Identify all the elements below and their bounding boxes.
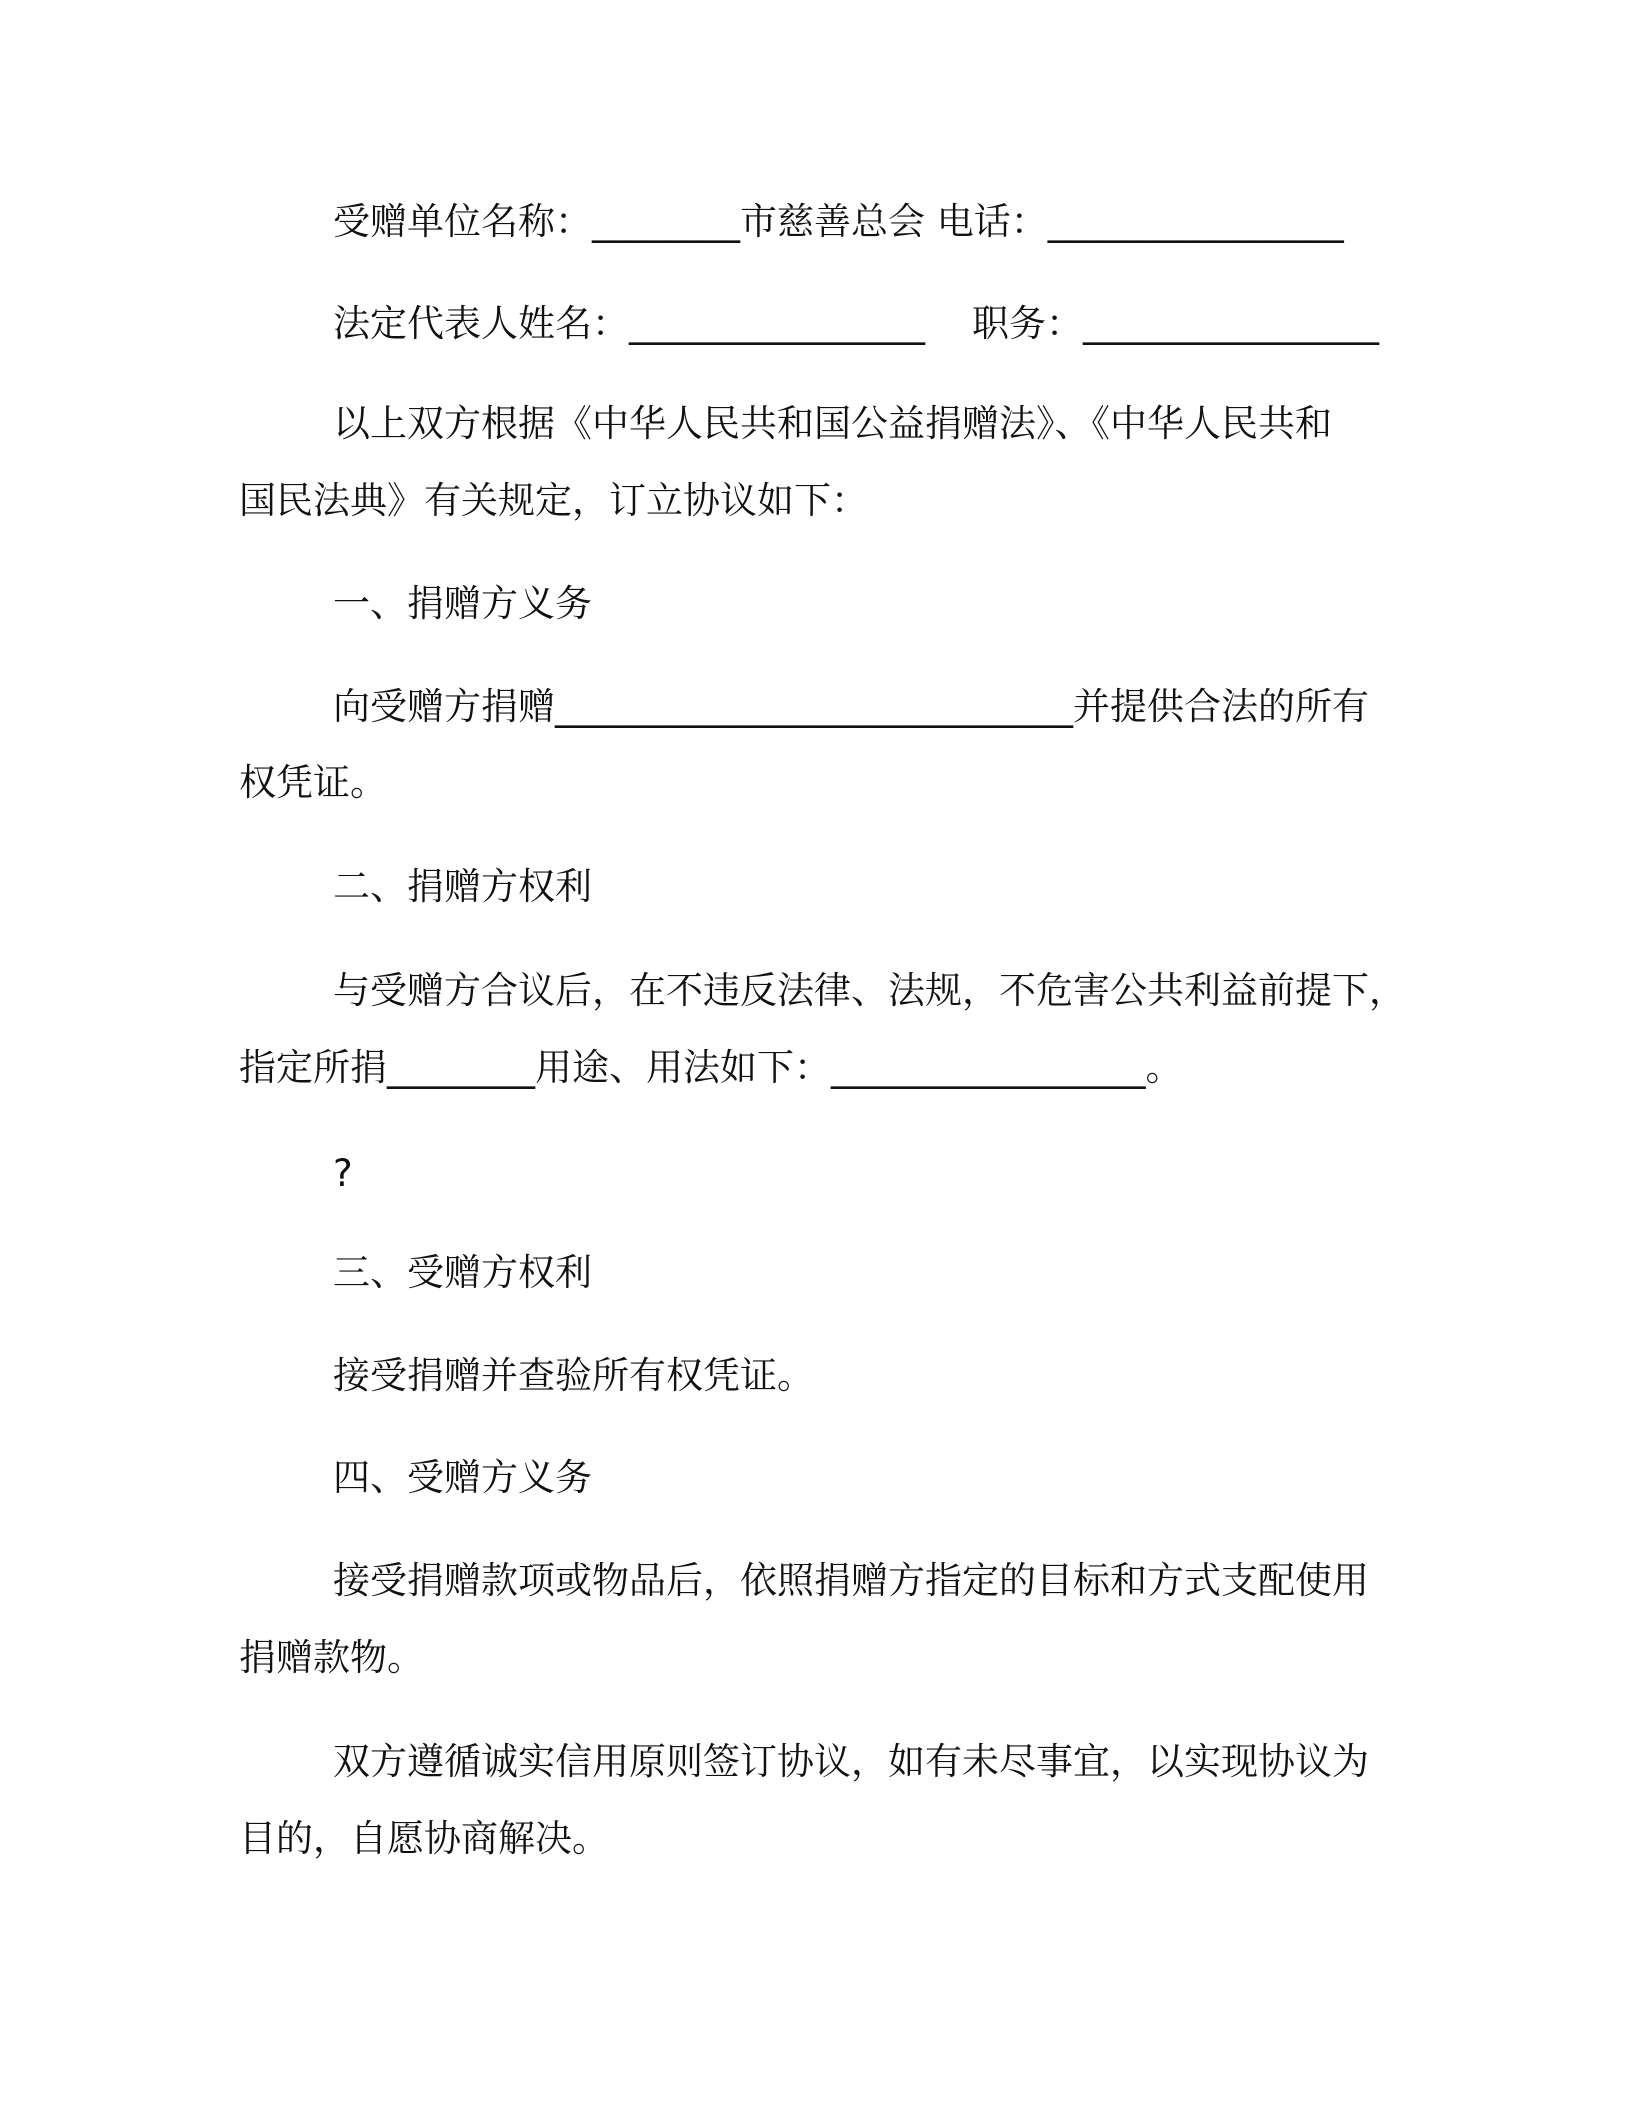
closing-paragraph-line-2: 目的，自愿协商解决。 [239, 1817, 609, 1860]
recipient-name-line: 受赠单位名称：________市慈善总会 电话：________________ [333, 200, 1344, 243]
section-4-body-line-2: 捐赠款物。 [239, 1636, 424, 1679]
legal-representative-line: 法定代表人姓名：________________ 职务：________________ [333, 302, 1380, 345]
section-3-body: 接受捐赠并查验所有权凭证。 [333, 1354, 814, 1397]
section-1-heading: 一、捐赠方义务 [333, 582, 592, 625]
intro-paragraph-line-1: 以上双方根据《中华人民共和国公益捐赠法》、《中华人民共和 [333, 402, 1332, 445]
section-2-heading: 二、捐赠方权利 [333, 865, 592, 908]
section-2-body-line-1: 与受赠方合议后，在不违反法律、法规，不危害公共利益前提下， [333, 969, 1406, 1012]
section-4-heading: 四、受赠方义务 [333, 1456, 592, 1499]
section-1-body-line-1: 向受赠方捐赠____________________________并提供合法的所有 [333, 685, 1369, 728]
section-1-body-line-2: 权凭证。 [239, 761, 387, 804]
question-mark-line: ? [333, 1152, 353, 1195]
closing-paragraph-line-1: 双方遵循诚实信用原则签订协议，如有未尽事宜，以实现协议为 [333, 1740, 1369, 1783]
section-2-body-line-2: 指定所捐________用途、用法如下：_________________。 [239, 1046, 1183, 1089]
intro-paragraph-line-2: 国民法典》有关规定，订立协议如下： [239, 479, 868, 522]
section-4-body-line-1: 接受捐赠款项或物品后，依照捐赠方指定的目标和方式支配使用 [333, 1559, 1369, 1602]
section-3-heading: 三、受赠方权利 [333, 1251, 592, 1294]
